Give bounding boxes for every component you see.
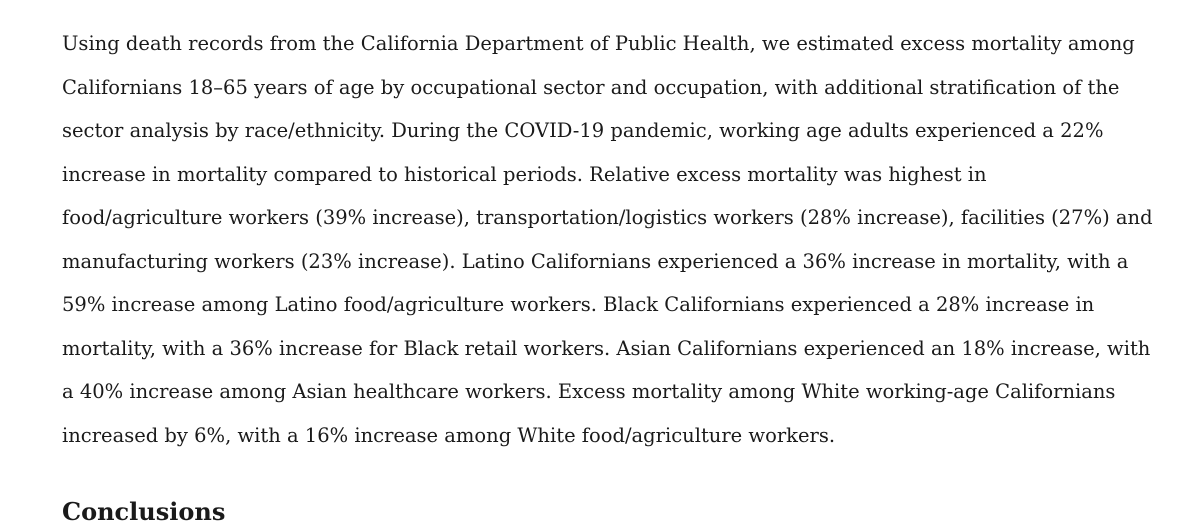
conclusions-heading: Conclusions [62, 497, 226, 526]
paragraph-line: manufacturing workers (23% increase). Latino Californians experienced a 36% increase in mortality, with a [62, 249, 1129, 273]
paragraph-line: Californians 18–65 years of age by occupational sector and occupation, with additional stratification of the [62, 75, 1120, 99]
paragraph-line: increased by 6%, with a 16% increase among White food/agriculture workers. [62, 423, 836, 447]
results-paragraph [62, 22, 1153, 457]
paragraph-line: increase in mortality compared to historical periods. Relative excess mortality was highest in [62, 162, 987, 186]
paragraph-line: a 40% increase among Asian healthcare workers. Excess mortality among White working-age Californians [62, 380, 1116, 403]
paragraph-line: sector analysis by race/ethnicity. During the COVID-19 pandemic, working age adults experienced a 22% [62, 119, 1104, 142]
paragraph-line: 59% increase among Latino food/agriculture workers. Black Californians experienced a 28% increase in [62, 293, 1095, 316]
paragraph-line: Using death records from the California Department of Public Health, we estimated excess mortality among [62, 32, 1135, 55]
paragraph-line: mortality, with a 36% increase for Black retail workers. Asian Californians experienced an 18% increase, with [62, 336, 1151, 360]
paragraph-line: food/agriculture workers (39% increase), transportation/logistics workers (28% increase), facilities (27%) and [62, 206, 1153, 229]
